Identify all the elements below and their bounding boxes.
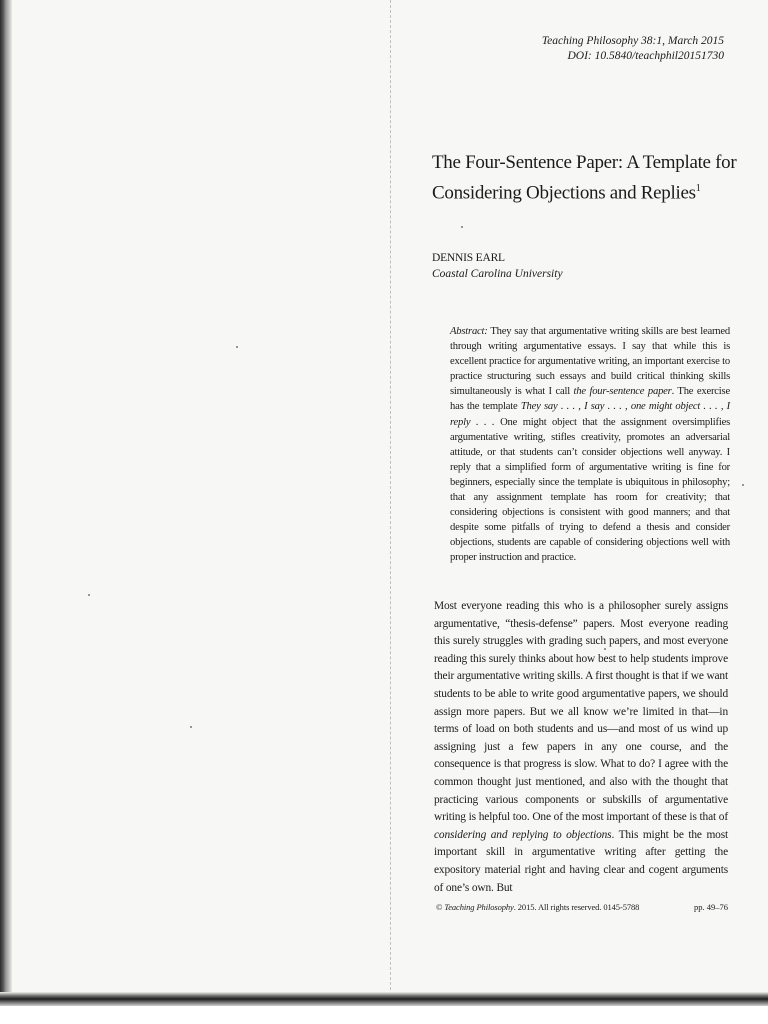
- page-range: pp. 49–76: [694, 902, 728, 912]
- title-line-2: Considering Objections and Replies: [432, 182, 696, 204]
- abstract-template: They say . . . , I say . . . , one might object . . . , I reply . . .: [450, 401, 730, 428]
- abstract-text: They say that argumentative writing skills are best learned through writing argumentative essays. I say that while this is excellent practice for argumentative writing, an important exercise to practice structuring such essays and build critical thinking skills simultaneously is what I call: [450, 326, 730, 398]
- scan-margin: [0, 1006, 768, 1024]
- scan-speck: [88, 594, 90, 596]
- scan-speck: [742, 484, 744, 486]
- title-line-1: The Four-Sentence Paper: A Template for: [432, 152, 737, 173]
- abstract-term: the four-sentence paper: [573, 386, 672, 398]
- body-text: Most everyone reading this who is a philosopher surely assigns argumentative, “thesis-defense” papers. Most everyone reading this surely struggles with grading such papers, and most everyone reading this surely thinks about how best to help students improve their argumentative writing skills. A first thought is that if we want students to be able to write good argumentative papers, we should assign more papers. But we all know we’re limited in that—in terms of load on both students and us—and most of us wind up assigning just a few papers in any one course, and the consequence is that progress is slow. What to do? I agree with the common thought just mentioned, and also with the thought that practicing various components or subskills of argumentative writing is helpful too. One of the most important of these is that of: [434, 600, 728, 824]
- scan-speck: [461, 226, 463, 228]
- footer-rights: . 2015. All rights reserved. 0145-5788: [513, 902, 640, 912]
- title-footnote-mark: 1: [695, 183, 701, 194]
- journal-doi: DOI: 10.5840/teachphil20151730: [567, 50, 724, 62]
- abstract-text: . The exercise has the template: [450, 386, 730, 413]
- journal-citation: Teaching Philosophy 38:1, March 2015: [541, 35, 724, 47]
- page-fold-line: [390, 0, 391, 1000]
- author-name: DENNIS EARL: [432, 252, 505, 264]
- body-paragraph: [434, 598, 728, 897]
- abstract-label: Abstract:: [450, 326, 488, 337]
- footer-journal-name: Teaching Philosophy: [444, 902, 514, 912]
- body-text: . This might be the most important skill in argumentative writing after getting the expository material right and having clear and cogent arguments of one’s own. But: [434, 828, 728, 894]
- author-block: [432, 250, 563, 282]
- binding-shadow: [0, 0, 12, 1000]
- scan-speck: [236, 346, 238, 348]
- abstract-text: One might object that the assignment oversimplifies argumentative writing, stifles creativity, promotes an adversarial attitude, or that students can’t consider objections well anyway. I reply that a simplified form of argumentative writing is fine for beginners, especially since the template is ubiquitous in philosophy; that any assignment template has room for creativity; that considering objections is consistent with good manners; and that despite some pitfalls of trying to defend a thesis and consider objections, students are capable of considering objections well with proper instruction and practice.: [450, 416, 730, 564]
- journal-header: [520, 34, 724, 64]
- author-affiliation: Coastal Carolina University: [432, 268, 563, 280]
- copyright-line: [436, 902, 639, 912]
- copyright-symbol: ©: [436, 902, 443, 912]
- page-bottom-edge: [0, 992, 768, 1006]
- scan-speck: [190, 726, 192, 728]
- paper-title: [432, 150, 752, 206]
- body-emphasis: considering and replying to objections: [434, 828, 612, 841]
- abstract: [450, 324, 730, 566]
